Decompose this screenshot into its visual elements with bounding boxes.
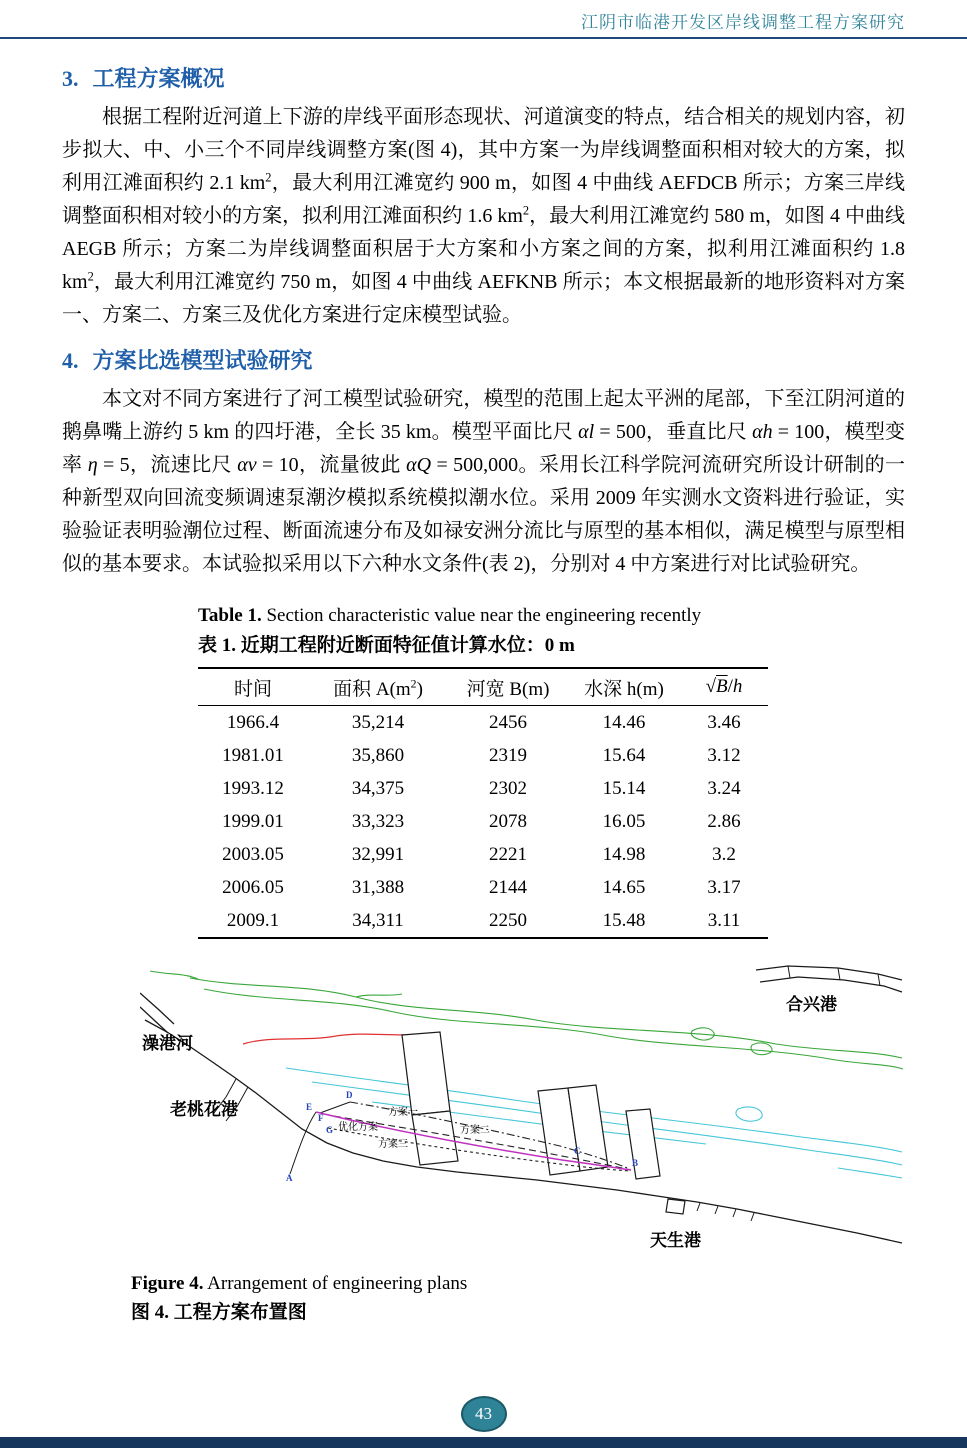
green-contour-blob — [751, 1043, 772, 1055]
table-cell: 14.65 — [602, 876, 646, 898]
figure-4-caption-en — [131, 1273, 905, 1295]
pier-structure — [402, 1032, 450, 1115]
table-cell: 3.12 — [707, 744, 741, 766]
green-contour-line — [190, 978, 902, 1058]
table-row — [198, 805, 768, 838]
col-header-area: 面积 $A(m^2)$ — [333, 677, 423, 700]
section-4-paragraph: 本文对不同方案进行了河工模型试验研究，模型的范围上起太平洲的尾部，下至江阴河道的鹅鼻嘴上游约 5 km 的四圩港，全长 35 km。模型平面比尺 αl = 500，垂直比尺 αh = 100，模型变率 η = 5，流速比尺 αv = 10，流量彼此 αQ = 500,000。采用长江科学院河流研究所设计研制的一种新型双向回流变频调速泵潮汐模拟系统模拟潮水位。采用 2009 年实测水文资料进行验证，实验验证表明验潮位过程、断面流速分布及如禄安洲分流比与原型的基本相似，满足模型与原型相似的基本要求。本试验拟采用以下六种水文条件(表 2)，分别对 4 中方案进行对比试验研究。 — [62, 388, 906, 575]
label-laotaohuagang: 老桃花港 — [170, 1100, 238, 1119]
figure-map — [140, 963, 905, 1263]
running-header: 江阴市临港开发区岸线调整工程方案研究 — [581, 13, 905, 32]
table-1 — [198, 667, 768, 939]
table-cell: 3.46 — [707, 711, 741, 733]
page-number-badge — [461, 1396, 507, 1432]
label-zaoganghe: 澡港河 — [142, 1034, 193, 1053]
figure-4-caption-cn-label: 图 4. — [131, 1302, 170, 1323]
col-header-river-width: 河宽 B(m) — [466, 678, 550, 700]
table-cell: 2221 — [489, 843, 527, 865]
table-row — [198, 706, 768, 740]
table-cell: 2009.1 — [226, 909, 280, 931]
point-d: D — [346, 1090, 353, 1100]
table-cell: 15.14 — [602, 777, 646, 799]
table-1-block — [198, 605, 768, 939]
label-plan-2: 方案二 — [460, 1125, 490, 1136]
table-cell: 3.2 — [712, 843, 736, 865]
table-cell: 2078 — [489, 810, 527, 832]
col-header-time: 时间 — [233, 678, 272, 700]
table-cell: 32,991 — [351, 843, 405, 865]
table-cell: 14.98 — [602, 843, 646, 865]
page-number: 43 — [475, 1404, 492, 1423]
table-1-caption-cn-text: 近期工程附近断面特征值计算水位：0 m — [236, 635, 575, 656]
port-structure — [760, 977, 902, 992]
table-body — [198, 706, 768, 939]
figure-4-block — [62, 963, 905, 1324]
table-1-caption-en — [198, 605, 768, 627]
figure-4-caption-en-text: Arrangement of engineering plans — [203, 1273, 468, 1294]
figure-4-caption — [131, 1273, 905, 1324]
table-cell: 16.05 — [602, 810, 646, 832]
table-row — [198, 772, 768, 805]
section-3-paragraph: 根据工程附近河道上下游的岸线平面形态现状、河道演变的特点，结合相关的规划内容，初步拟大、中、小三个不同岸线调整方案(图 4)，其中方案一为岸线调整面积相对较大的方案，拟利用江滩面积约 2.1 $km^2$，最大利用江滩宽约 900 m，如图 4 中曲线 AEFDCB 所示；方案三岸线调整面积相对较小的方案，拟利用江滩面积约 1.6 $km^2$，最大利用江滩宽约 580 m，如图 4 中曲线 AEGB 所示；方案二为岸线调整面积居于大方案和小方案之间的方案，拟利用江滩面积约 1.8 $km^2$，最大利用江滩宽约 750 m，如图 4 中曲线 AEFKNB 所示；本文根据最新的地形资料对方案一、方案二、方案三及优化方案进行定床模型试验。 — [62, 106, 906, 326]
table-cell: 2302 — [489, 777, 527, 799]
cyan-contour-line — [838, 1168, 902, 1178]
table-cell: 2006.05 — [222, 876, 284, 898]
cyan-contour-line — [312, 1082, 902, 1165]
green-contour-line — [356, 994, 402, 997]
table-cell: 35,860 — [351, 744, 405, 766]
header-rule — [0, 37, 967, 39]
table-cell: 1999.01 — [222, 810, 284, 832]
table-cell: 1993.12 — [222, 777, 284, 799]
point-c: C — [574, 1146, 581, 1156]
figure-4-caption-cn-text: 工程方案布置图 — [169, 1302, 307, 1323]
point-b: B — [632, 1158, 639, 1168]
label-plan-optimized: 优化方案 — [338, 1122, 378, 1133]
table-row — [198, 739, 768, 772]
table-row — [198, 871, 768, 904]
table-cell: 2319 — [489, 744, 527, 766]
table-cell: 1981.01 — [222, 744, 284, 766]
table-cell: 34,311 — [352, 909, 404, 931]
table-header-row — [198, 668, 768, 706]
point-f: F — [318, 1113, 324, 1123]
table-cell: 33,323 — [351, 810, 405, 832]
table-1-caption-cn-label: 表 1. — [198, 635, 237, 656]
figure-4-caption-en-label: Figure 4. — [131, 1273, 204, 1294]
table-cell: 14.46 — [602, 711, 646, 733]
table-cell: 15.48 — [602, 909, 646, 931]
col-header-sqrt-b-h: √B/h — [705, 676, 743, 697]
section-3-number: 3. — [62, 66, 79, 91]
table-cell: 31,388 — [351, 876, 405, 898]
table-cell: 3.24 — [707, 777, 741, 799]
section-3-title: 工程方案概况 — [92, 66, 225, 91]
table-cell: 2003.05 — [222, 843, 284, 865]
section-4-heading — [62, 344, 905, 375]
col-header-depth: 水深 h(m) — [584, 678, 664, 700]
table-1-caption-cn — [198, 630, 768, 657]
table-1-caption-en-text: Section characteristic value near the engineering recently — [261, 605, 702, 626]
table-cell: 2144 — [489, 876, 527, 898]
section-4-title: 方案比选模型试验研究 — [92, 348, 313, 373]
content-area — [62, 50, 905, 1324]
pier-structure — [626, 1109, 660, 1179]
label-plan-1: 方案一 — [388, 1107, 418, 1118]
table-cell: 2456 — [489, 711, 527, 733]
shore-ticks — [697, 1203, 754, 1221]
table-cell: 2250 — [489, 909, 527, 931]
plan-riser-line — [290, 1112, 316, 1174]
point-e: E — [306, 1102, 313, 1112]
table-cell: 35,214 — [351, 711, 405, 733]
river-channel — [140, 993, 174, 1024]
table-cell: 3.11 — [707, 909, 741, 931]
pier-structure — [666, 1199, 685, 1214]
point-a: A — [286, 1173, 293, 1183]
table-1-caption-en-label: Table 1. — [198, 605, 262, 626]
table-cell: 2.86 — [707, 810, 741, 832]
section-3-heading — [62, 62, 905, 93]
table-row — [198, 838, 768, 871]
label-hexinggang: 合兴港 — [786, 995, 837, 1014]
table-row — [198, 904, 768, 938]
table-cell: 34,375 — [351, 777, 405, 799]
label-tianshenggang: 天生港 — [650, 1231, 701, 1250]
table-cell: 3.17 — [707, 876, 741, 898]
port-structure — [756, 966, 902, 980]
section-4-number: 4. — [62, 348, 79, 373]
label-plan-3: 方案三 — [378, 1139, 408, 1150]
table-cell: 1966.4 — [226, 711, 280, 733]
point-g: G — [326, 1125, 334, 1135]
plan-connector-line — [320, 1102, 350, 1113]
river-channel — [140, 1007, 168, 1033]
figure-4-caption-cn — [131, 1297, 905, 1324]
cyan-contour-blob — [736, 1107, 762, 1121]
footer-bar — [0, 1437, 967, 1448]
table-cell: 15.64 — [602, 744, 646, 766]
